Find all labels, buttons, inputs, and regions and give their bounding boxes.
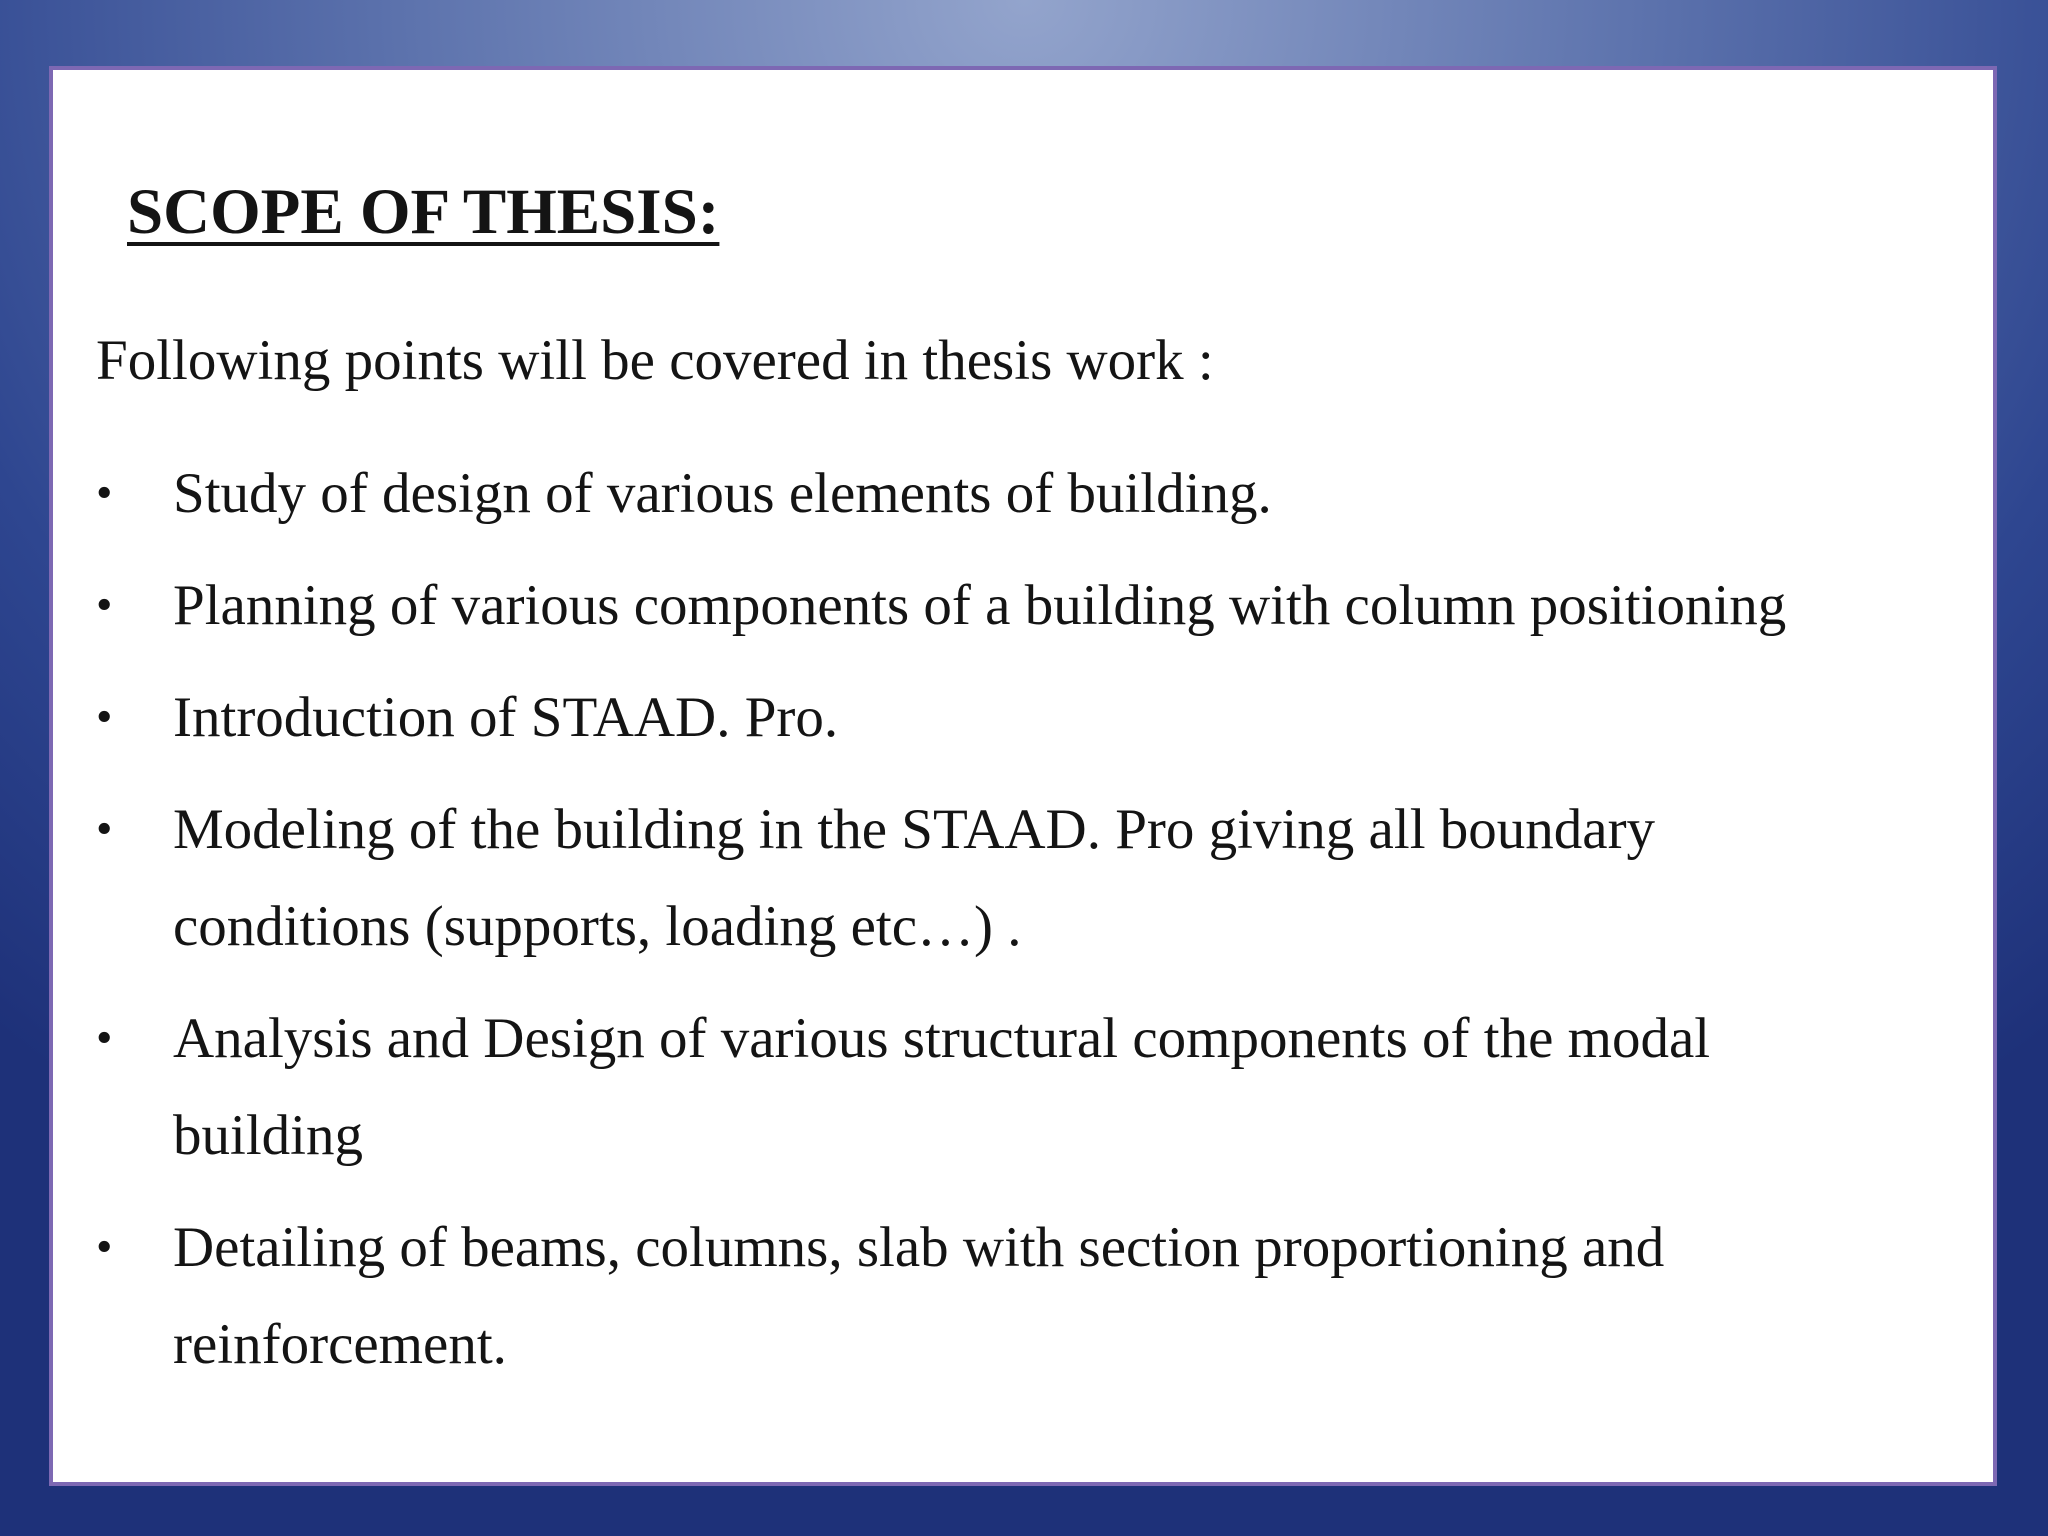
bullet-icon: • [96, 803, 113, 855]
slide-content-panel [49, 66, 1997, 1486]
bullet-item [96, 445, 1996, 542]
slide-title: SCOPE OF THESIS: [127, 176, 720, 248]
bullet-icon: • [96, 579, 113, 631]
bullet-item [96, 669, 1996, 766]
bullet-item [96, 557, 1996, 654]
bullet-text-line: reinforcement. [173, 1313, 507, 1376]
bullet-list [96, 445, 1996, 1408]
bullet-icon: • [96, 1012, 113, 1064]
bullet-item [96, 781, 1996, 975]
bullet-text-line: conditions (supports, loading etc…) . [173, 895, 1022, 958]
bullet-text-line: Planning of various components of a building with column positioning [173, 574, 1787, 637]
bullet-icon: • [96, 1221, 113, 1273]
bullet-text-line: Analysis and Design of various structural components of the modal [173, 1007, 1711, 1070]
bullet-text-line: Modeling of the building in the STAAD. Pro giving all boundary [173, 798, 1656, 861]
bullet-text-line: building [173, 1104, 364, 1167]
intro-text: Following points will be covered in thesis work : [96, 329, 1214, 392]
bullet-item [96, 1199, 1996, 1393]
bullet-item [96, 990, 1996, 1184]
bullet-icon: • [96, 691, 113, 743]
bullet-icon: • [96, 467, 113, 519]
bullet-text-line: Introduction of STAAD. Pro. [173, 686, 839, 749]
bullet-text-line: Detailing of beams, columns, slab with section proportioning and [173, 1216, 1665, 1279]
bullet-text-line: Study of design of various elements of building. [173, 462, 1272, 525]
